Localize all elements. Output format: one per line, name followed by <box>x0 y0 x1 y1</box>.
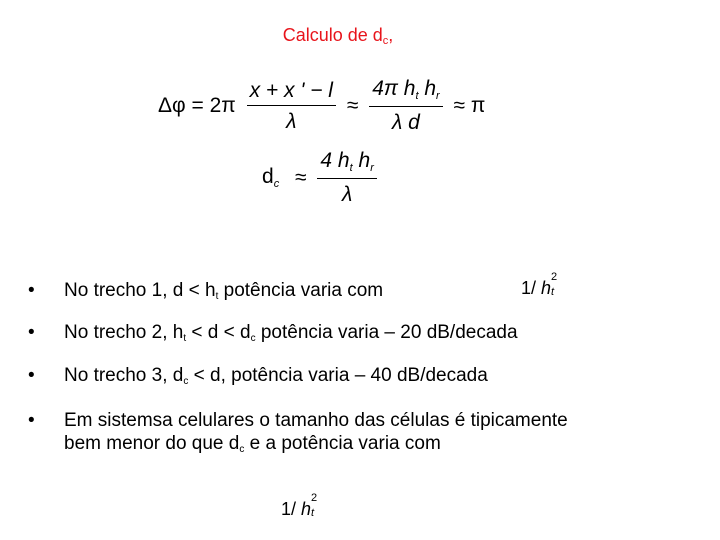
phase-difference-equation: Δφ = 2π $\frac{x + x ' - l}{\lambda}$ ≈ $\frac{\text{4π ht hr}}{\text{λ d}}$ ≈ π <box>158 77 486 134</box>
inverse-height-squared-formula-bottom: 1/ h 2 t <box>281 492 318 519</box>
critical-distance-equation: dc ≈ $\frac{\text{4 ht hr}}{\lambda}$ <box>262 150 377 205</box>
fraction-antenna-heights: $\frac{\text{4π ht hr}}{\text{λ d}}$ <box>369 78 443 133</box>
fraction-path-difference: $\frac{x + x ' - l}{\lambda}$ <box>247 80 336 132</box>
inverse-height-squared-formula: 1/ h 2 t <box>521 271 558 298</box>
fraction-critical-distance: $\frac{\text{4 ht hr}}{\lambda}$ <box>317 150 376 205</box>
slide: Calculo de $d_c$, Δφ = 2π $\frac{x + x ' - l}{\lambda}$ ≈ $\frac{\text{4π ht hr}}{\text{λ d}}$ ≈ π dc ≈ $\frac{\text{4 ht hr}}{\lambda}$ • No trecho 1, $d < h_t$ potência varia com • No trecho 2, $h_t < d < d_c$ potência varia – 20 dB/decada • No trecho 3, $d_c < d$, potência varia – 40 dB/decada • Em sistemsa celulares o tamanho das células é tipicamente bem menor do que $d_c$ e a potência varia com 1/ h 2 t 1/ h 2 t <box>0 0 720 540</box>
slide-title: Calculo de $d_c$, <box>282 25 394 47</box>
